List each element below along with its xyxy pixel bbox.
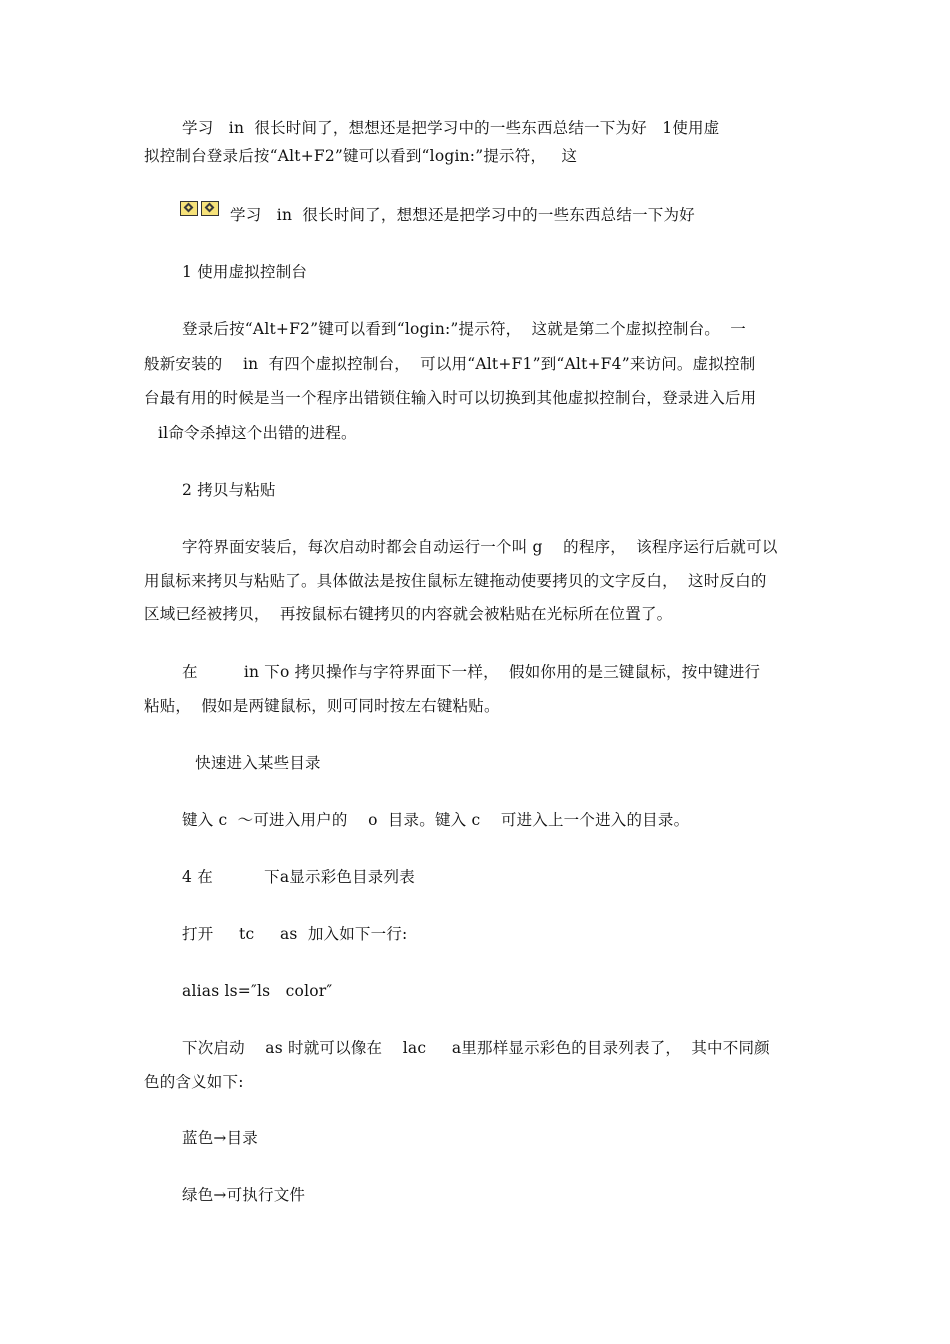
paragraph-line: 打开 tc as 加入如下一行:: [182, 925, 408, 943]
paragraph-line: 粘贴， 假如是两键鼠标，则可同时按左右键粘贴。: [144, 697, 500, 715]
intro-line-2: 拟控制台登录后按“Alt+F2”键可以看到“login:”提示符， 这: [144, 147, 578, 165]
paragraph-line: 用鼠标来拷贝与粘贴了。具体做法是按住鼠标左键拖动使要拷贝的文字反白， 这时反白的: [144, 572, 767, 590]
paragraph-line: il命令杀掉这个出错的进程。: [158, 424, 357, 442]
code-line: alias ls=″ls color″: [182, 982, 333, 1000]
section-heading-2: 2 拷贝与粘贴: [182, 481, 276, 499]
toolbar-icon: [180, 201, 198, 216]
section-heading-3: 快速进入某些目录: [190, 754, 321, 772]
section-heading-4: 4 在 下a显示彩色目录列表: [182, 868, 415, 886]
icon-group: [180, 201, 219, 216]
toolbar-icon: [201, 201, 219, 216]
paragraph-line: 登录后按“Alt+F2”键可以看到“login:”提示符， 这就是第二个虚拟控制台。 一: [182, 320, 746, 338]
intro-line-1: 学习 in 很长时间了，想想还是把学习中的一些东西总结一下为好 1使用虚: [182, 119, 720, 137]
color-meaning-green: 绿色→可执行文件: [182, 1186, 306, 1204]
paragraph-line: 字符界面安装后，每次启动时都会自动运行一个叫 g 的程序， 该程序运行后就可以: [182, 538, 778, 556]
paragraph-line: 区域已经被拷贝， 再按鼠标右键拷贝的内容就会被粘贴在光标所在位置了。: [144, 605, 673, 623]
paragraph-line: 下次启动 as 时就可以像在 lac a里那样显示彩色的目录列表了， 其中不同颜: [182, 1039, 770, 1057]
paragraph-line: 在 in 下o 拷贝操作与字符界面下一样， 假如你用的是三键鼠标，按中键进行: [182, 663, 761, 681]
color-meaning-blue: 蓝色→目录: [182, 1129, 258, 1147]
paragraph-line: 色的含义如下:: [144, 1073, 244, 1091]
paragraph-line: 般新安装的 in 有四个虚拟控制台， 可以用“Alt+F1”到“Alt+F4”来访问。虚拟控制: [144, 355, 756, 373]
paragraph-line: 台最有用的时候是当一个程序出错锁住输入时可以切换到其他虚拟控制台，登录进入后用: [144, 389, 757, 407]
paragraph-line: 键入 c ～可进入用户的 o 目录。键入 c 可进入上一个进入的目录。: [182, 811, 690, 829]
section-heading-1: 1 使用虚拟控制台: [182, 263, 308, 281]
page-title: 学习 in 很长时间了，想想还是把学习中的一些东西总结一下为好: [230, 206, 695, 224]
